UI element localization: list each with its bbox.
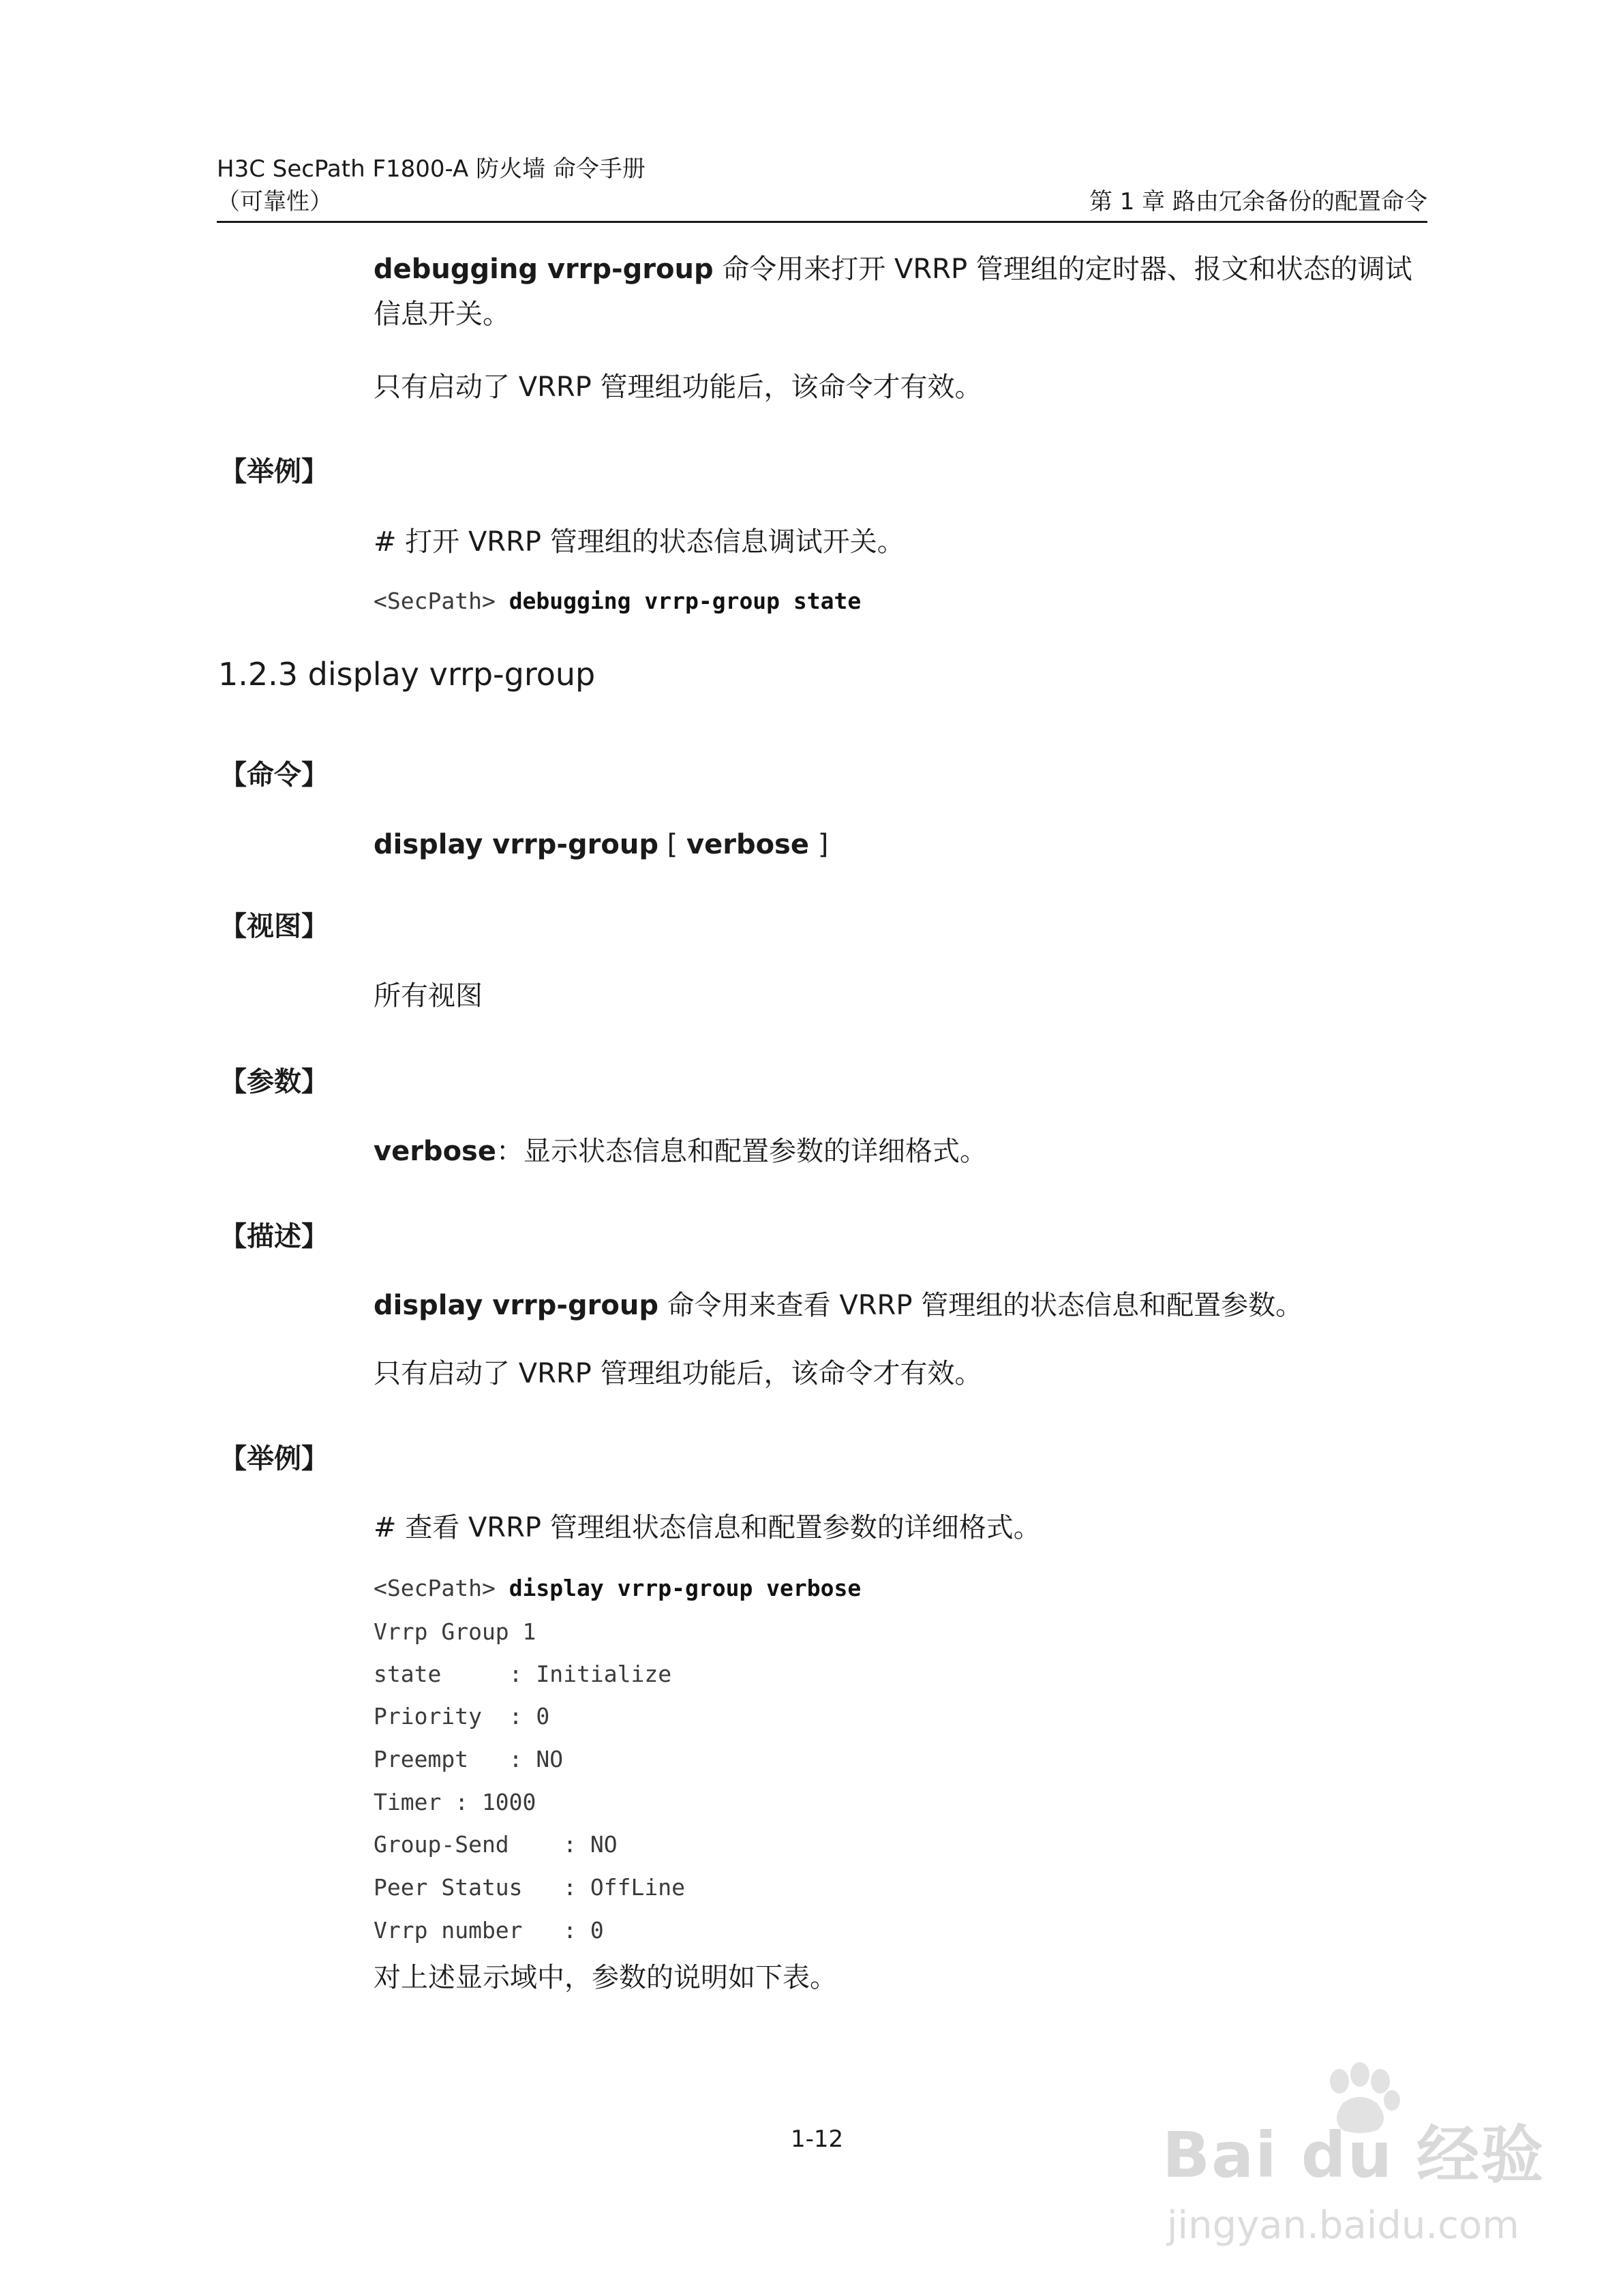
command-name: display vrrp-group: [374, 829, 658, 860]
prev-desc-note: 只有启动了 VRRP 管理组功能后，该命令才有效。: [374, 372, 982, 403]
output-line: Priority : 0: [374, 1703, 550, 1729]
output-line: Peer Status : OffLine: [374, 1874, 685, 1901]
param-desc: ：显示状态信息和配置参数的详细格式。: [496, 1136, 987, 1167]
watermark-url: jingyan.baidu.com: [1167, 2203, 1519, 2248]
desc-command: display vrrp-group: [374, 1290, 658, 1321]
param-line: [374, 1129, 987, 1174]
desc-text: 命令用来查看 VRRP 管理组的状态信息和配置参数。: [658, 1290, 1303, 1321]
prev-example-desc: # 打开 VRRP 管理组的状态信息调试开关。: [374, 526, 905, 558]
watermark-brand: Bai du 经验: [1162, 2119, 1545, 2192]
code-command: display vrrp-group verbose: [509, 1575, 862, 1601]
view-heading: 【视图】: [219, 911, 329, 942]
example-code-command: [374, 1575, 861, 1601]
command-heading: 【命令】: [219, 759, 329, 791]
output-line: Group-Send : NO: [374, 1831, 618, 1858]
desc-heading: 【描述】: [219, 1221, 329, 1252]
command-bracket-open: [: [658, 829, 687, 860]
desc-paragraph: [374, 1283, 1303, 1328]
header-volume: （可靠性）: [217, 188, 333, 215]
output-line: Vrrp number : 0: [374, 1917, 604, 1944]
after-output-text: 对上述显示域中，参数的说明如下表。: [374, 1962, 837, 1993]
example-heading: 【举例】: [219, 1443, 329, 1475]
output-line: Timer : 1000: [374, 1789, 536, 1815]
desc-note: 只有启动了 VRRP 管理组功能后，该命令才有效。: [374, 1358, 982, 1389]
example-desc: # 查看 VRRP 管理组状态信息和配置参数的详细格式。: [374, 1512, 1041, 1543]
output-line: Preempt : NO: [374, 1746, 564, 1772]
command-bracket-close: ]: [809, 829, 829, 860]
param-name: verbose: [374, 1136, 496, 1167]
params-heading: 【参数】: [219, 1066, 329, 1098]
code-command: debugging vrrp-group state: [509, 588, 862, 614]
prev-desc-paragraph: [374, 247, 1423, 337]
output-line: state : Initialize: [374, 1661, 672, 1687]
page-number: 1-12: [791, 2126, 844, 2153]
prev-desc-command: debugging vrrp-group: [374, 254, 714, 285]
header-product: H3C SecPath F1800-A 防火墙 命令手册: [217, 155, 646, 183]
prev-example-code: [374, 588, 861, 614]
header-chapter: 第 1 章 路由冗余备份的配置命令: [1089, 188, 1427, 215]
output-line: Vrrp Group 1: [374, 1618, 536, 1645]
code-prompt: <SecPath>: [374, 588, 509, 614]
code-prompt: <SecPath>: [374, 1575, 509, 1601]
command-option: verbose: [686, 829, 809, 860]
section-title: 1.2.3 display vrrp-group: [218, 656, 596, 693]
prev-example-heading: 【举例】: [219, 456, 329, 487]
command-syntax: [374, 822, 828, 867]
header-rule: [217, 221, 1427, 223]
view-text: 所有视图: [374, 980, 483, 1012]
prev-desc-text: 命令用来打开 VRRP 管理组的定时器、报文和状态的调试信息开关。: [374, 254, 1412, 330]
